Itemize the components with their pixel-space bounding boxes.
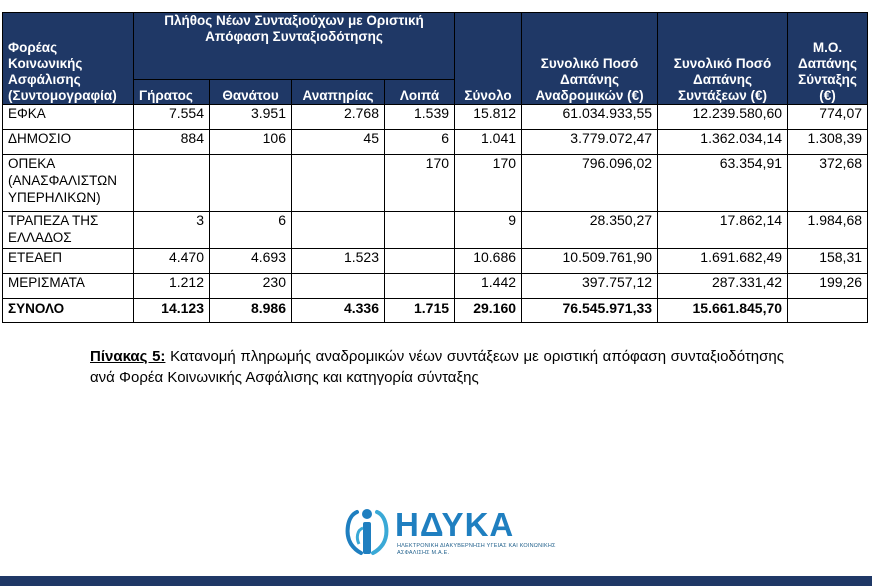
idika-logo-icon [343,504,393,560]
old-age-count: 4.470 [134,249,210,274]
pension-amount: 1.691.682,49 [658,249,788,274]
pension-amount: 287.331,42 [658,274,788,299]
caption-label: Πίνακας 5: [90,348,166,365]
total-count: 9 [455,212,522,249]
disability-count [292,212,385,249]
table-row [3,249,868,274]
header-death: Θανάτου [210,80,292,105]
fund-name: ΕΦΚΑ [3,105,134,130]
total-count: 10.686 [455,249,522,274]
old-age-count: 3 [134,212,210,249]
old-age-total: 14.123 [134,299,210,323]
death-count: 106 [210,130,292,155]
retro-amount: 28.350,27 [522,212,658,249]
old-age-count: 7.554 [134,105,210,130]
retro-amount: 10.509.761,90 [522,249,658,274]
totals-label: ΣΥΝΟΛΟ [3,299,134,323]
death-total: 8.986 [210,299,292,323]
logo-tagline: ΗΛΕΚΤΡΟΝΙΚΗ ΔΙΑΚΥΒΕΡΝΗΣΗ ΥΓΕΙΑΣ ΚΑΙ ΚΟΙΝΩΝΙΚΗΣ ΑΣΦΑΛΙΣΗΣ Μ.Α.Ε. [397,543,556,556]
total-count: 1.442 [455,274,522,299]
header-old-age: Γήρατος [134,80,210,105]
table-row [3,155,868,212]
header-avg-pension: Μ.Ο. Δαπάνης Σύνταξης (€) [788,13,868,105]
pension-amount: 1.362.034,14 [658,130,788,155]
footer-bar [0,576,872,586]
avg-pension: 199,26 [788,274,868,299]
grand-total-count: 29.160 [455,299,522,323]
fund-name: ΕΤΕΑΕΠ [3,249,134,274]
retro-amount: 796.096,02 [522,155,658,212]
header-other: Λοιπά [385,80,455,105]
caption-text: Κατανομή πληρωμής αναδρομικών νέων συντάξεων με οριστική απόφαση συνταξιοδότησης ανά Φορέα Κοινωνικής Ασφάλισης και κατηγορία σύνταξης [90,348,784,386]
pension-amount: 17.862,14 [658,212,788,249]
header-new-pensioners: Πλήθος Νέων Συνταξιούχων με Οριστική Απόφαση Συνταξιοδότησης [134,13,455,80]
old-age-count: 884 [134,130,210,155]
death-count: 3.951 [210,105,292,130]
disability-count [292,274,385,299]
logo-brand: ΗΔΥΚΑ [395,506,515,543]
retro-amount: 3.779.072,47 [522,130,658,155]
pension-table [2,12,868,323]
retro-total: 76.545.971,33 [522,299,658,323]
other-total: 1.715 [385,299,455,323]
fund-name: ΤΡΑΠΕΖΑ ΤΗΣ ΕΛΛΑΔΟΣ [3,212,134,249]
retro-amount: 61.034.933,55 [522,105,658,130]
disability-total: 4.336 [292,299,385,323]
death-count: 230 [210,274,292,299]
old-age-count [134,155,210,212]
totals-row [3,299,868,323]
avg-pension: 158,31 [788,249,868,274]
avg-pension: 1.308,39 [788,130,868,155]
disability-count: 2.768 [292,105,385,130]
disability-count: 45 [292,130,385,155]
other-count [385,249,455,274]
avg-pension: 1.984,68 [788,212,868,249]
old-age-count: 1.212 [134,274,210,299]
disability-count: 1.523 [292,249,385,274]
pension-total: 15.661.845,70 [658,299,788,323]
other-count [385,274,455,299]
pension-amount: 12.239.580,60 [658,105,788,130]
table-row [3,105,868,130]
total-count: 15.812 [455,105,522,130]
retro-amount: 397.757,12 [522,274,658,299]
fund-name: ΔΗΜΟΣΙΟ [3,130,134,155]
other-count: 170 [385,155,455,212]
avg-pension: 774,07 [788,105,868,130]
avg-total [788,299,868,323]
header-disability: Αναπηρίας [292,80,385,105]
fund-name: ΜΕΡΙΣΜΑΤΑ [3,274,134,299]
fund-name: ΟΠΕΚΑ (ΑΝΑΣΦΑΛΙΣΤΩΝ ΥΠΕΡΗΛΙΚΩΝ) [3,155,134,212]
idika-logo [343,504,556,560]
header-pension-amount: Συνολικό Ποσό Δαπάνης Συντάξεων (€) [658,13,788,105]
death-count [210,155,292,212]
other-count [385,212,455,249]
table-caption [90,346,784,388]
table-row [3,212,868,249]
header-fund: Φορέας Κοινωνικής Ασφάλισης (Συντομογραφία) [3,13,134,105]
other-count: 6 [385,130,455,155]
table-row [3,130,868,155]
death-count: 6 [210,212,292,249]
table-row [3,274,868,299]
other-count: 1.539 [385,105,455,130]
total-count: 1.041 [455,130,522,155]
avg-pension: 372,68 [788,155,868,212]
header-total: Σύνολο [455,13,522,105]
death-count: 4.693 [210,249,292,274]
pension-amount: 63.354,91 [658,155,788,212]
header-retro-amount: Συνολικό Ποσό Δαπάνης Αναδρομικών (€) [522,13,658,105]
disability-count [292,155,385,212]
total-count: 170 [455,155,522,212]
